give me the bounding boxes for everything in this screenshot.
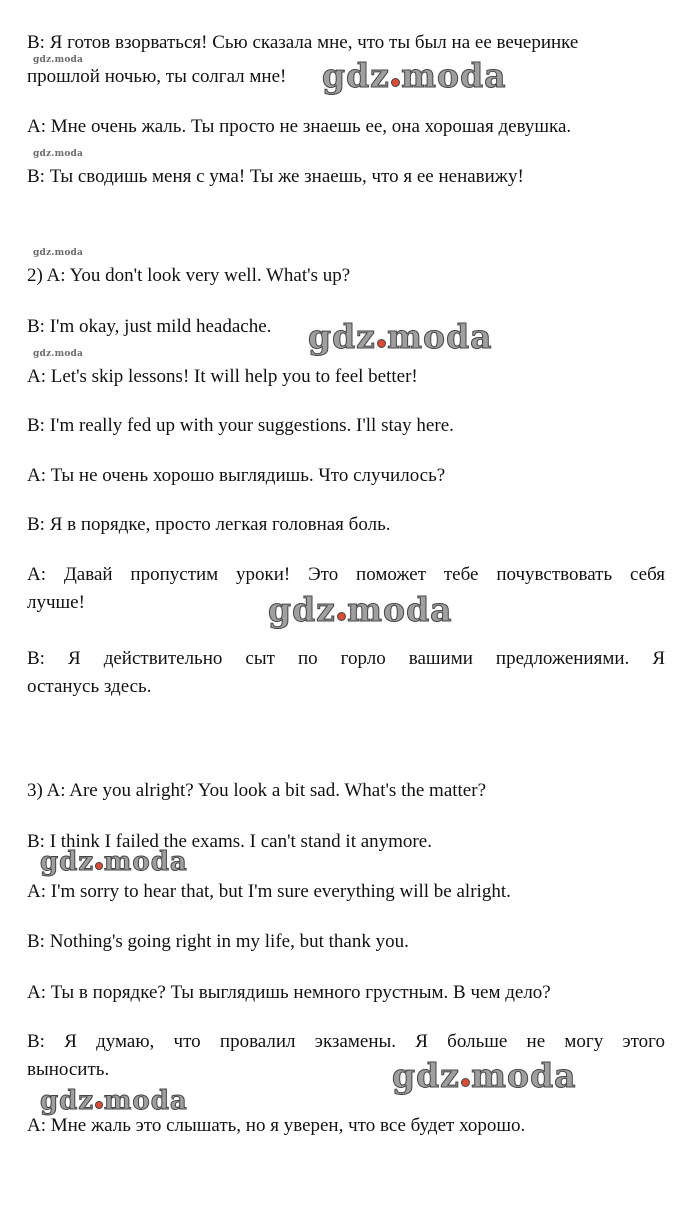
dialogue3-a-ru: A: Ты в порядке? Ты выглядишь немного грустным. В чем дело? [27, 982, 551, 1003]
dialogue3-b2-en: B: Nothing's going right in my life, but thank you. [27, 931, 409, 952]
watermark-logo: gdz moda [268, 590, 453, 629]
watermark-logo: gdz moda [322, 56, 507, 95]
dialogue3-b-en: B: I think I failed the exams. I can't stand it anymore. [27, 831, 432, 852]
dialogue2-b2-ru-line2: останусь здесь. [27, 676, 152, 697]
watermark-dot-icon [461, 1078, 470, 1087]
watermark-small: gdz.moda [33, 349, 84, 359]
watermark-logo: gdz moda [392, 1056, 577, 1095]
watermark-dot-icon [95, 1101, 103, 1109]
dialogue2-a2-en: A: Let's skip lessons! It will help you to feel better! [27, 366, 418, 387]
watermark-dot-icon [391, 78, 400, 87]
watermark-logo: gdz moda [40, 1086, 188, 1116]
dialogue2-b2-en: B: I'm really fed up with your suggestions. I'll stay here. [27, 415, 454, 436]
dialogue2-a2-ru-line2: лучше! [27, 592, 85, 613]
watermark-dot-icon [95, 862, 103, 870]
dialogue3-a2-ru: A: Мне жаль это слышать, но я уверен, что все будет хорошо. [27, 1115, 526, 1136]
watermark-small: gdz.moda [33, 149, 84, 159]
watermark-logo: gdz moda [308, 317, 493, 356]
dialogue3-b-ru-line2: выносить. [27, 1059, 110, 1080]
watermark-logo: gdz moda [40, 847, 188, 877]
dialogue1-b-line2: прошлой ночью, ты солгал мне! [27, 66, 287, 87]
dialogue1-b2: B: Ты сводишь меня с ума! Ты же знаешь, что я ее ненавижу! [27, 166, 524, 187]
watermark-small: gdz.moda [33, 248, 84, 258]
watermark-dot-icon [337, 612, 346, 621]
dialogue2-a-ru: A: Ты не очень хорошо выглядишь. Что случилось? [27, 465, 446, 486]
watermark-small: gdz.moda [33, 55, 84, 65]
dialogue3-a-en: 3) A: Are you alright? You look a bit sad. What's the matter? [27, 780, 486, 801]
dialogue3-b-ru-line1: B: Я думаю, что провалил экзамены. Я больше не могу этого [27, 1031, 665, 1052]
dialogue2-b2-ru-line1: B: Я действительно сыт по горло вашими предложениями. Я [27, 648, 665, 669]
watermark-dot-icon [377, 339, 386, 348]
dialogue2-a2-ru-line1: A: Давай пропустим уроки! Это поможет тебе почувствовать себя [27, 564, 665, 585]
dialogue1-a: A: Мне очень жаль. Ты просто не знаешь ее, она хорошая девушка. [27, 116, 572, 137]
dialogue3-a2-en: A: I'm sorry to hear that, but I'm sure everything will be alright. [27, 881, 511, 902]
dialogue1-b-line1: B: Я готов взорваться! Сью сказала мне, что ты был на ее вечеринке [27, 32, 579, 53]
dialogue2-b-en: B: I'm okay, just mild headache. [27, 316, 272, 337]
dialogue2-b2-ru [27, 645, 665, 701]
dialogue2-a-en: 2) A: You don't look very well. What's up? [27, 265, 351, 286]
dialogue2-b-ru: B: Я в порядке, просто легкая головная боль. [27, 514, 391, 535]
